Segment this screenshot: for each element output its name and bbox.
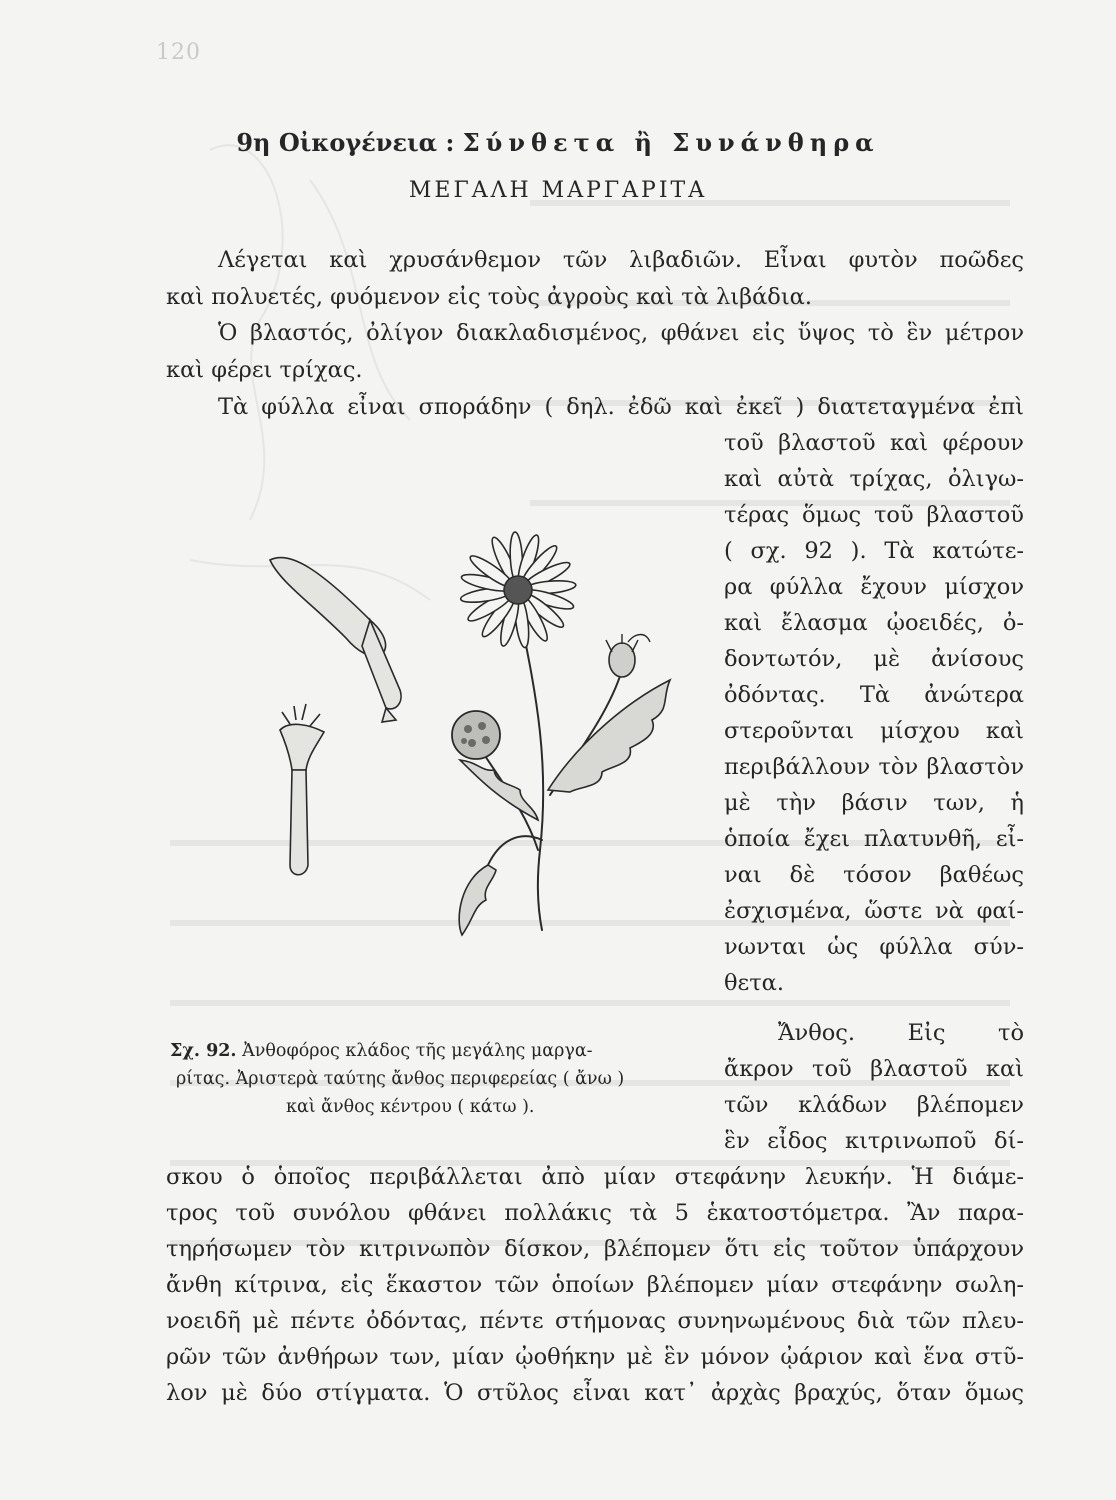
paragraph-line: τρος τοῦ συνόλου φθάνει πολλάκις τὰ 5 ἑκατοστόμετρα. Ἂν παρα- (166, 1200, 1024, 1226)
column-line: ὁποία ἔχει πλατυνθῆ, εἶ- (724, 826, 1024, 852)
paragraph-line: ἄνθη κίτρινα, εἰς ἕκαστον τῶν ὁποίων βλέπομεν μίαν στεφάνην σωλη- (166, 1272, 1024, 1298)
column-line: περιβάλλουν τὸν βλαστὸν (724, 754, 1024, 780)
column-line: ( σχ. 92 ). Τὰ κατώτε- (724, 538, 1024, 564)
main-stem (520, 615, 543, 930)
ray-floret-drawing (270, 558, 401, 723)
column-line: στεροῦνται μίσχου καὶ (724, 718, 1024, 744)
middle-leaf (460, 760, 538, 820)
column-line: ὀδόντας. Τὰ ἀνώτερα (724, 682, 1024, 708)
family-heading (0, 128, 1116, 157)
flower-bud (606, 634, 638, 677)
side-bud (628, 635, 650, 643)
paragraph-line: Λέγεται καὶ χρυσάνθεμον τῶν λιβαδιῶν. Εἶναι φυτὸν ποῶδες (218, 247, 1024, 273)
paragraph-line: Ὁ βλαστός, ὀλίγον διακλαδισμένος, φθάνει εἰς ὕψος τὸ ἓν μέτρον (218, 320, 1024, 346)
paragraph-line: Τὰ φύλλα εἶναι σποράδην ( δηλ. ἐδῶ καὶ ἐκεῖ ) διατεταγμένα ἐπὶ (218, 394, 1024, 420)
column-line: δοντωτόν, μὲ ἀνίσους (724, 646, 1024, 672)
caption-line: ρίτας. Ἀριστερὰ ταύτης ἄνθος περιφερείας ( ἄνω ) (176, 1069, 625, 1089)
caption-line: καὶ ἄνθος κέντρου ( κάτω ). (286, 1097, 535, 1117)
paragraph-line: τηρήσωμεν τὸν κιτρινωπὸν δίσκον, βλέπομεν ὅτι εἰς τοῦτον ὑπάρχουν (166, 1236, 1024, 1262)
column-line: τέρας ὅμως τοῦ βλαστοῦ (724, 502, 1024, 528)
column-line: νωνται ὡς φύλλα σύν- (724, 934, 1024, 960)
family-heading-prefix: 9η Οἰκογένεια : (236, 128, 463, 157)
lower-leaf (459, 865, 496, 935)
paragraph-line: σκου ὁ ὁποῖος περιβάλλεται ἀπὸ μίαν στεφάνην λευκήν. Ἡ διάμε- (166, 1164, 1024, 1190)
plant-title: ΜΕΓΑΛΗ ΜΑΡΓΑΡΙΤΑ (408, 178, 708, 203)
column-line: τῶν κλάδων βλέπομεν (724, 1092, 1024, 1118)
paragraph-line: νοειδῆ μὲ πέντε ὀδόντας, πέντε στήμονας συνηνωμένους διὰ τῶν πλευ- (166, 1308, 1024, 1334)
paragraph-line: ρῶν τῶν ἀνθήρων των, μίαν ᾠοθήκην μὲ ἓν μόνον ᾠάριον καὶ ἕνα στῦ- (166, 1344, 1024, 1370)
column-line: τοῦ βλαστοῦ καὶ φέρουν (724, 430, 1024, 456)
column-line: θετα. (724, 970, 784, 996)
paragraph-line: λον μὲ δύο στίγματα. Ὁ στῦλος εἶναι κατ᾽ ἀρχὰς βραχύς, ὅταν ὅμως (166, 1380, 1024, 1406)
page-number: 120 (156, 40, 201, 65)
paragraph-line: καὶ φέρει τρίχας. (166, 357, 363, 383)
figure-label: Σχ. 92. (170, 1041, 237, 1061)
column-line: καὶ αὐτὰ τρίχας, ὀλιγω- (724, 466, 1024, 492)
column-line: ἐσχισμένα, ὥστε νὰ φαί- (724, 898, 1024, 924)
upper-leaf (548, 680, 670, 792)
column-line: καὶ ἔλασμα ᾠοειδές, ὀ- (724, 610, 1024, 636)
column-line: ρα φύλλα ἔχουν μίσχον (724, 574, 1024, 600)
column-line: μὲ τὴν βάσιν των, ἡ (724, 790, 1024, 816)
caption-line: Ἀνθοφόρος κλάδος τῆς μεγάλης μαργα- (242, 1041, 593, 1061)
column-line: Ἄνθος. Εἰς τὸ (778, 1020, 1024, 1046)
column-line: ἄκρον τοῦ βλαστοῦ καὶ (724, 1056, 1024, 1082)
family-heading-name: Σύνθετα ἢ Συνάνθηρα (462, 128, 880, 157)
disc-flower-head (452, 711, 500, 759)
paragraph-line: καὶ πολυετές, φυόμενον εἰς τοὺς ἀγροὺς καὶ τὰ λιβάδια. (166, 284, 813, 310)
daisy-illustration (250, 520, 720, 940)
figure-caption (170, 1038, 593, 1064)
column-line: ἓν εἶδος κιτρινωποῦ δί- (724, 1128, 1024, 1154)
disc-floret-drawing (280, 704, 324, 875)
column-line: ναι δὲ τόσον βαθέως (724, 862, 1024, 888)
flower-head (441, 520, 596, 667)
